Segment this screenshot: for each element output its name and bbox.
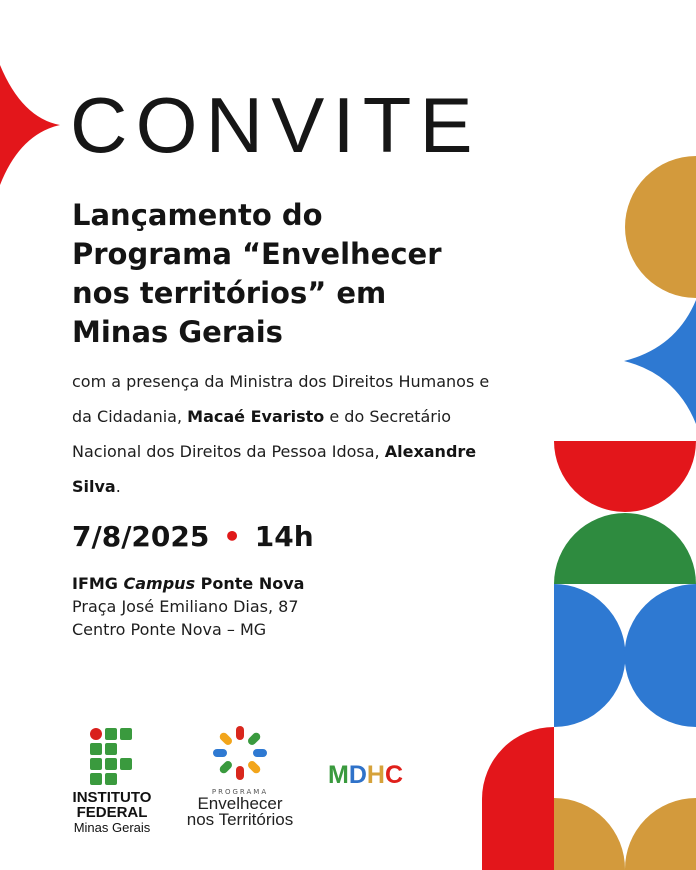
programa-name-line1: Envelhecer	[197, 794, 283, 813]
event-datetime	[72, 518, 314, 556]
blue-leaf-shape	[624, 300, 696, 424]
event-date: 7/8/2025	[72, 520, 210, 553]
green-half-circle	[554, 513, 696, 584]
blue-left-shape	[554, 584, 626, 727]
mdhc-letter-c: C	[384, 761, 404, 789]
if-logo-line1: INSTITUTO	[72, 789, 152, 806]
venue-name	[72, 572, 304, 595]
if-logo-line3: Minas Gerais	[73, 820, 151, 835]
red-half-circle	[554, 441, 696, 512]
secretary-name: Alexandre Silva	[72, 442, 477, 496]
red-leaf-shape	[0, 65, 60, 185]
gold-circle	[625, 156, 696, 298]
mdhc-logo	[328, 761, 403, 790]
minister-name: Macaé Evaristo	[187, 407, 325, 426]
event-description	[72, 364, 492, 504]
invite-title: CONVITE	[70, 81, 481, 169]
venue-address-line1: Praça José Emiliano Dias, 87	[72, 597, 299, 616]
blue-right-shape	[625, 584, 696, 727]
red-lower-half-circle	[482, 727, 554, 870]
event-time: 14h	[254, 520, 314, 553]
venue-name-suffix: Ponte Nova	[195, 574, 305, 593]
description-text-2: e do Secretário Nacional dos Direitos da Pessoa Idosa,	[72, 407, 452, 461]
mdhc-letter-d: D	[348, 761, 367, 789]
gold-lower-left	[554, 798, 625, 870]
description-text-1: com a presença da Ministra dos Direitos Humanos e da Cidadania,	[72, 372, 490, 426]
if-grid-icon	[90, 728, 134, 784]
description-text-3: .	[115, 477, 121, 496]
venue-address-line2: Centro Ponte Nova – MG	[72, 620, 267, 639]
event-venue	[72, 572, 304, 641]
programa-name-line2: nos Territórios	[186, 810, 294, 829]
event-headline: Lançamento do Programa “Envelhecer nos territórios” em Minas Gerais	[72, 198, 442, 349]
venue-name-prefix: IFMG	[72, 574, 124, 593]
instituto-federal-logo	[62, 728, 162, 836]
datetime-separator: •	[223, 520, 242, 553]
gold-lower-right	[625, 798, 696, 870]
mdhc-letter-m: M	[328, 761, 349, 789]
programa-pinwheel-icon	[211, 724, 269, 782]
venue-name-campus: Campus	[123, 574, 196, 593]
programa-envelhecer-logo	[178, 724, 302, 828]
mdhc-letter-h: H	[366, 761, 385, 789]
if-logo-line2: FEDERAL	[76, 804, 148, 821]
programa-label: PROGRAMA	[211, 788, 269, 796]
